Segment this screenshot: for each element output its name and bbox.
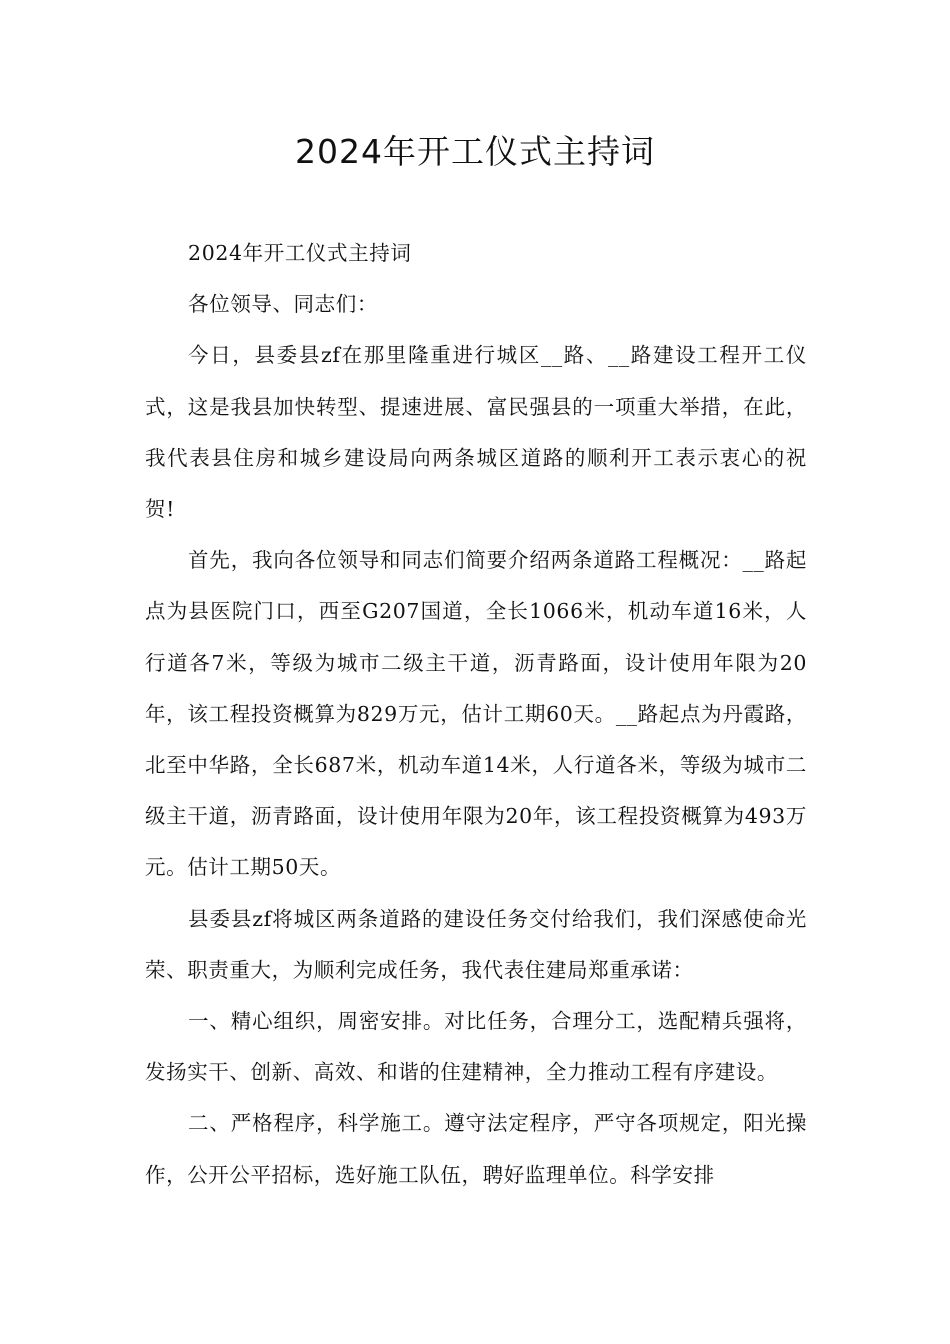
- paragraph-commitment-intro: 县委县zf将城区两条道路的建设任务交付给我们，我们深感使命光荣、职责重大，为顺利完成任务，我代表住建局郑重承诺：: [145, 906, 807, 982]
- paragraph-project-overview: 首先，我向各位领导和同志们简要介绍两条道路工程概况：__路起点为县医院门口，西至G207国道，全长1066米，机动车道16米，人行道各7米，等级为城市二级主干道，沥青路面，设计使用年限为20年，该工程投资概算为829万元，估计工期60天。__路起点为丹霞路，北至中华路，全长687米，机动车道14米，人行道各米，等级为城市二级主干道，沥青路面，设计使用年限为20年，该工程投资概算为493万元。估计工期50天。: [145, 548, 807, 880]
- paragraph-commitment-two: 二、严格程序，科学施工。遵守法定程序，严守各项规定，阳光操作，公开公平招标，选好施工队伍，聘好监理单位。科学安排: [145, 1111, 807, 1187]
- paragraph-commitment-one: 一、精心组织，周密安排。对比任务，合理分工，选配精兵强将，发扬实干、创新、高效、和谐的住建精神，全力推动工程有序建设。: [145, 1009, 807, 1085]
- paragraph-opening: 今日，县委县zf在那里隆重进行城区__路、__路建设工程开工仪式，这是我县加快转型、提速进展、富民强县的一项重大举措，在此，我代表县住房和城乡建设局向两条城区道路的顺利开工表示衷心的祝贺!: [145, 343, 807, 522]
- document-body: [145, 228, 807, 1201]
- paragraph-salutation: 各位领导、同志们：: [188, 292, 378, 317]
- document-title: 2024年开工仪式主持词: [295, 132, 655, 171]
- paragraph-heading-repeat: 2024年开工仪式主持词: [188, 241, 412, 265]
